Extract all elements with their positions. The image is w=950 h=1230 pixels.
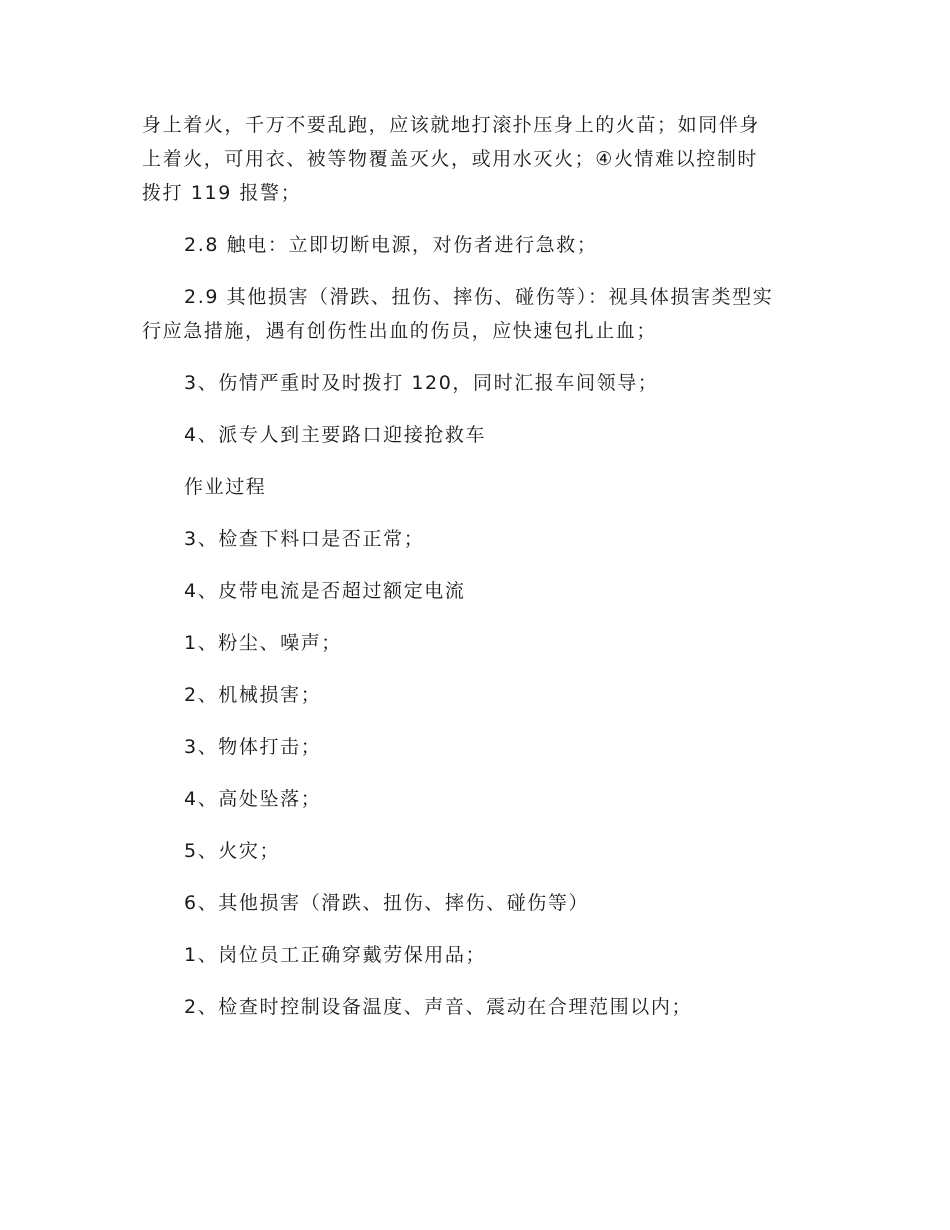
document-paragraph xyxy=(142,626,812,660)
document-paragraph xyxy=(142,886,812,920)
paragraph-line: 3、物体打击； xyxy=(184,736,322,758)
paragraph-line: 2.8 触电：立即切断电源，对伤者进行急救； xyxy=(184,234,598,256)
paragraph-line: 4、皮带电流是否超过额定电流 xyxy=(184,580,466,602)
paragraph-line: 5、火灾； xyxy=(184,840,281,862)
document-paragraph xyxy=(142,366,812,400)
paragraph-line: 4、高处坠落； xyxy=(184,788,322,810)
document-paragraph xyxy=(142,990,812,1024)
paragraph-line: 1、岗位员工正确穿戴劳保用品； xyxy=(184,944,487,966)
document-paragraph xyxy=(142,782,812,816)
document-paragraph xyxy=(142,470,812,504)
document-paragraph xyxy=(142,834,812,868)
paragraph-line: 作业过程 xyxy=(184,476,267,498)
paragraph-line: 3、检查下料口是否正常； xyxy=(184,528,425,550)
document-body xyxy=(142,108,812,1042)
paragraph-line: 身上着火，千万不要乱跑，应该就地打滚扑压身上的火苗；如同伴身 xyxy=(142,114,761,136)
document-paragraph xyxy=(142,228,812,262)
document-paragraph xyxy=(142,730,812,764)
paragraph-line: 2、机械损害； xyxy=(184,684,322,706)
document-paragraph xyxy=(142,108,812,210)
document-paragraph xyxy=(142,938,812,972)
document-paragraph xyxy=(142,522,812,556)
paragraph-line: 2.9 其他损害（滑跌、扭伤、摔伤、碰伤等）：视具体损害类型实 xyxy=(184,286,774,308)
document-paragraph xyxy=(142,418,812,452)
paragraph-line: 上着火，可用衣、被等物覆盖灭火，或用水灭火；④火情难以控制时 xyxy=(142,148,759,170)
paragraph-line: 2、检查时控制设备温度、声音、震动在合理范围以内； xyxy=(184,996,693,1018)
paragraph-line: 4、派专人到主要路口迎接抢救车 xyxy=(184,424,487,446)
paragraph-line: 3、伤情严重时及时拨打 120，同时汇报车间领导； xyxy=(184,372,659,394)
document-paragraph xyxy=(142,280,812,348)
paragraph-line: 拨打 119 报警； xyxy=(142,182,302,204)
document-paragraph xyxy=(142,574,812,608)
paragraph-line: 6、其他损害（滑跌、扭伤、摔伤、碰伤等） xyxy=(184,892,590,914)
document-paragraph xyxy=(142,678,812,712)
paragraph-line: 行应急措施，遇有创伤性出血的伤员，应快速包扎止血； xyxy=(142,320,658,342)
paragraph-line: 1、粉尘、噪声； xyxy=(184,632,342,654)
